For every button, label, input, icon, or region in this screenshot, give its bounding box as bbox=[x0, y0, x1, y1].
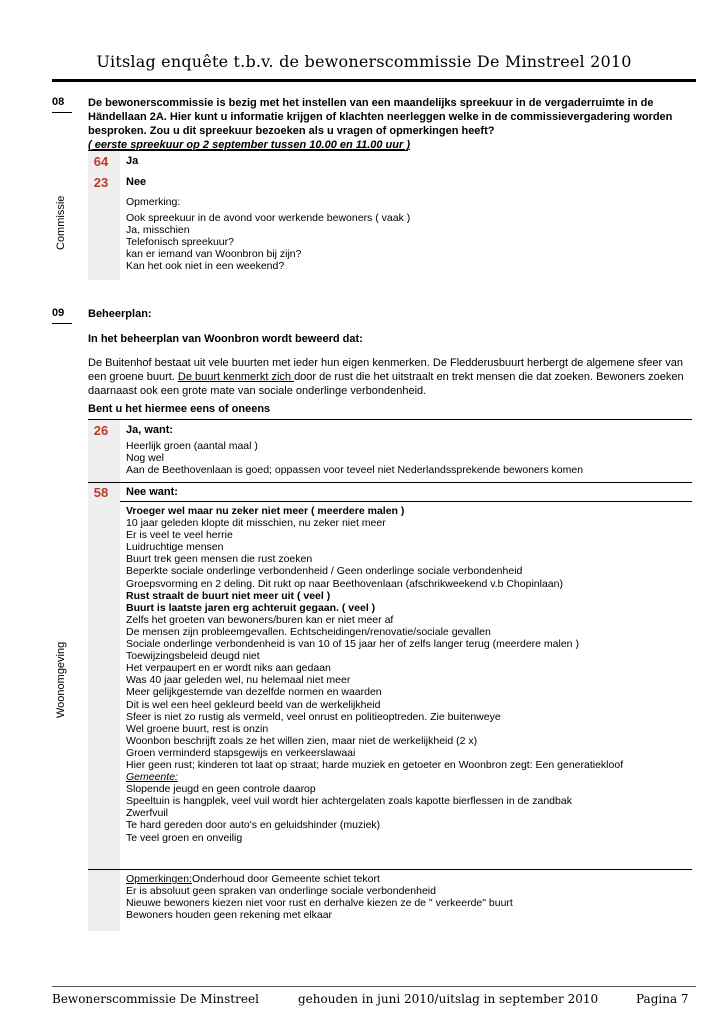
page-number: Pagina 7 bbox=[636, 992, 689, 1006]
remark-line: Bewoners houden geen rekening met elkaar bbox=[126, 909, 333, 922]
answer-count-ja: 64 bbox=[93, 154, 109, 169]
remarks-label: Opmerkingen: bbox=[126, 873, 192, 885]
ja-section-divider bbox=[88, 482, 692, 483]
reason-line: Gemeente: bbox=[126, 771, 178, 784]
answer-count-nee: 23 bbox=[93, 175, 109, 190]
reason-line: Het verpaupert en er wordt niks aan gedaan bbox=[126, 662, 331, 675]
nee-label-divider bbox=[120, 501, 692, 502]
reason-line: Slopende jeugd en geen controle daarop bbox=[126, 783, 316, 796]
answer-count-nee-want: 58 bbox=[93, 485, 109, 500]
section-label-commissie: Commissie bbox=[55, 195, 67, 250]
answer-column-q08 bbox=[88, 151, 120, 280]
q08-remarks bbox=[126, 196, 410, 273]
q09-intro: In het beheerplan van Woonbron wordt beweerd dat: bbox=[88, 333, 363, 345]
nee-section-divider bbox=[88, 869, 692, 870]
reason-line: Groen verminderd stapsgewijs en verkeerslawaai bbox=[126, 746, 356, 759]
reason-line: Zelfs het groeten van bewoners/buren kan er niet meer af bbox=[126, 613, 394, 626]
reason-line: Buurt trek geen mensen die rust zoeken bbox=[126, 553, 313, 566]
reason-line: Meer gelijkgestemde van dezelfde normen en waarden bbox=[126, 686, 382, 699]
reason-line: Te veel groen en onveilig bbox=[126, 831, 243, 844]
ja-want-reasons bbox=[126, 440, 583, 476]
question-number-09: 09 bbox=[52, 307, 65, 319]
footer-center: gehouden in juni 2010/uitslag in september 2010 bbox=[298, 992, 599, 1006]
reason-line: Wel groene buurt, rest is onzin bbox=[126, 722, 269, 735]
reason-line: Toewijzingsbeleid deugd niet bbox=[126, 650, 260, 663]
reason-line: Rust straalt de buurt niet meer uit ( veel ) bbox=[126, 589, 331, 602]
reason-line: Groepsvorming en 2 deling. Dit rukt op naar Beethovenlaan (afschrikweekend v.b Chopinlaan) bbox=[126, 577, 563, 590]
reason-line: Te hard gereden door auto's en geluidshinder (muziek) bbox=[126, 819, 381, 832]
reason-line: Beperkte sociale onderlinge verbondenheid / Geen onderlinge sociale verbondenheid bbox=[126, 565, 523, 578]
reason-line: Woonbon beschrijft zoals ze het willen zien, maar niet de werkelijkheid (2 x) bbox=[126, 734, 478, 747]
reason-line: Sfeer is niet zo rustig als vermeld, veel onrust en politieoptreden. Zie buitenweye bbox=[126, 710, 501, 723]
reason-line: Speeltuin is hangplek, veel vuil wordt hier achtergelaten zoals kapotte bierflessen in de zandbak bbox=[126, 795, 572, 808]
reason-line: Zwerfvuil bbox=[126, 807, 169, 820]
reason-line: 10 jaar geleden klopte dit misschien, nu zeker niet meer bbox=[126, 517, 386, 530]
remark-line: Ja, misschien bbox=[126, 224, 190, 237]
remark-line: Ook spreekuur in de avond voor werkende bewoners ( vaak ) bbox=[126, 212, 411, 225]
reason-line: Heerlijk groen (aantal maal ) bbox=[126, 440, 258, 452]
header-divider bbox=[52, 79, 696, 82]
q09-question: Bent u het hiermee eens of oneens bbox=[88, 403, 271, 415]
remark-line: Opmerkingen:Onderhoud door Gemeente schiet tekort bbox=[126, 873, 380, 885]
q09-paragraph: De Buitenhof bestaat uit vele buurten met ieder hun eigen kenmerken. De Fledderusbuurt herbergt de algemene sfeer van een groene buurt. De buurt kenmerkt zich door de rust die het uitstraalt en trekt mensen die dat zoeken. Bewoners zoeken daarnaast ook een grote mate van sociale onderlinge verbondenheid. bbox=[88, 357, 684, 397]
question-number-underline bbox=[52, 323, 72, 324]
page-header-title: Uitslag enquête t.b.v. de bewonerscommissie De Minstreel 2010 bbox=[96, 52, 632, 71]
q09-divider bbox=[88, 419, 692, 420]
answer-label-ja: Ja bbox=[126, 155, 139, 167]
remark-label: Opmerking: bbox=[126, 196, 181, 208]
section-label-woonomgeving: Woonomgeving bbox=[55, 641, 67, 718]
question-number-underline bbox=[52, 112, 72, 113]
answer-count-ja-want: 26 bbox=[93, 423, 109, 438]
reason-line: Nog wel bbox=[126, 452, 164, 465]
q08-divider bbox=[88, 150, 408, 151]
remark-line: Nieuwe bewoners kiezen niet voor rust en derhalve kiezen ze de " verkeerde" buurt bbox=[126, 897, 513, 910]
answer-label-ja-want: Ja, want: bbox=[126, 424, 174, 436]
footer-divider bbox=[52, 986, 696, 987]
reason-line: Was 40 jaar geleden wel, nu helemaal niet meer bbox=[126, 674, 351, 687]
reason-line: Er is veel te veel herrie bbox=[126, 529, 233, 542]
question-number-08: 08 bbox=[52, 96, 65, 108]
question-08-text: De bewonerscommissie is bezig met het instellen van een maandelijks spreekuur in de vergaderruimte in de Händellaan 2A. Hier kunt u informatie krijgen of klachten neerleggen welke in de commissievergadering worden besproken. Zou u dit spreekuur bezoeken als u vragen of opmerkingen heeft? ( eerste spreekuur op 2 september tussen 10.00 en 11.00 uur ) bbox=[88, 97, 673, 151]
reason-line: Dit is wel een heel gekleurd beeld van de werkelijkheid bbox=[126, 698, 381, 711]
nee-want-reasons bbox=[126, 505, 623, 844]
reason-line: Aan de Beethovenlaan is goed; oppassen voor teveel niet Nederlandssprekende bewoners komen bbox=[126, 464, 584, 477]
q09-remarks bbox=[126, 873, 513, 921]
answer-label-nee: Nee bbox=[126, 176, 147, 188]
reason-line: Vroeger wel maar nu zeker niet meer ( meerdere malen ) bbox=[126, 505, 405, 517]
answer-label-nee-want: Nee want: bbox=[126, 486, 178, 498]
reason-line: Hier geen rust; kinderen tot laat op straat; harde muziek en getoeter en Woonbron zegt: Een generatiekloof bbox=[126, 758, 624, 771]
q09-title: Beheerplan: bbox=[88, 308, 152, 320]
remark-line: Telefonisch spreekuur? bbox=[126, 236, 234, 249]
footer-left: Bewonerscommissie De Minstreel bbox=[52, 992, 259, 1006]
remark-line: Er is absoluut geen spraken van onderlinge sociale verbondenheid bbox=[126, 885, 436, 898]
reason-line: Buurt is laatste jaren erg achteruit gegaan. ( veel ) bbox=[126, 601, 376, 614]
reason-line: De mensen zijn probleemgevallen. Echtscheidingen/renovatie/sociale gevallen bbox=[126, 625, 491, 638]
remark-line: kan er iemand van Woonbron bij zijn? bbox=[126, 248, 302, 261]
remark-line: Kan het ook niet in een weekend? bbox=[126, 260, 285, 273]
reason-line: Sociale onderlinge verbondenheid is van 10 of 15 jaar her of zelfs langer terug (meerdere malen ) bbox=[126, 638, 579, 651]
reason-line: Luidruchtige mensen bbox=[126, 541, 224, 554]
